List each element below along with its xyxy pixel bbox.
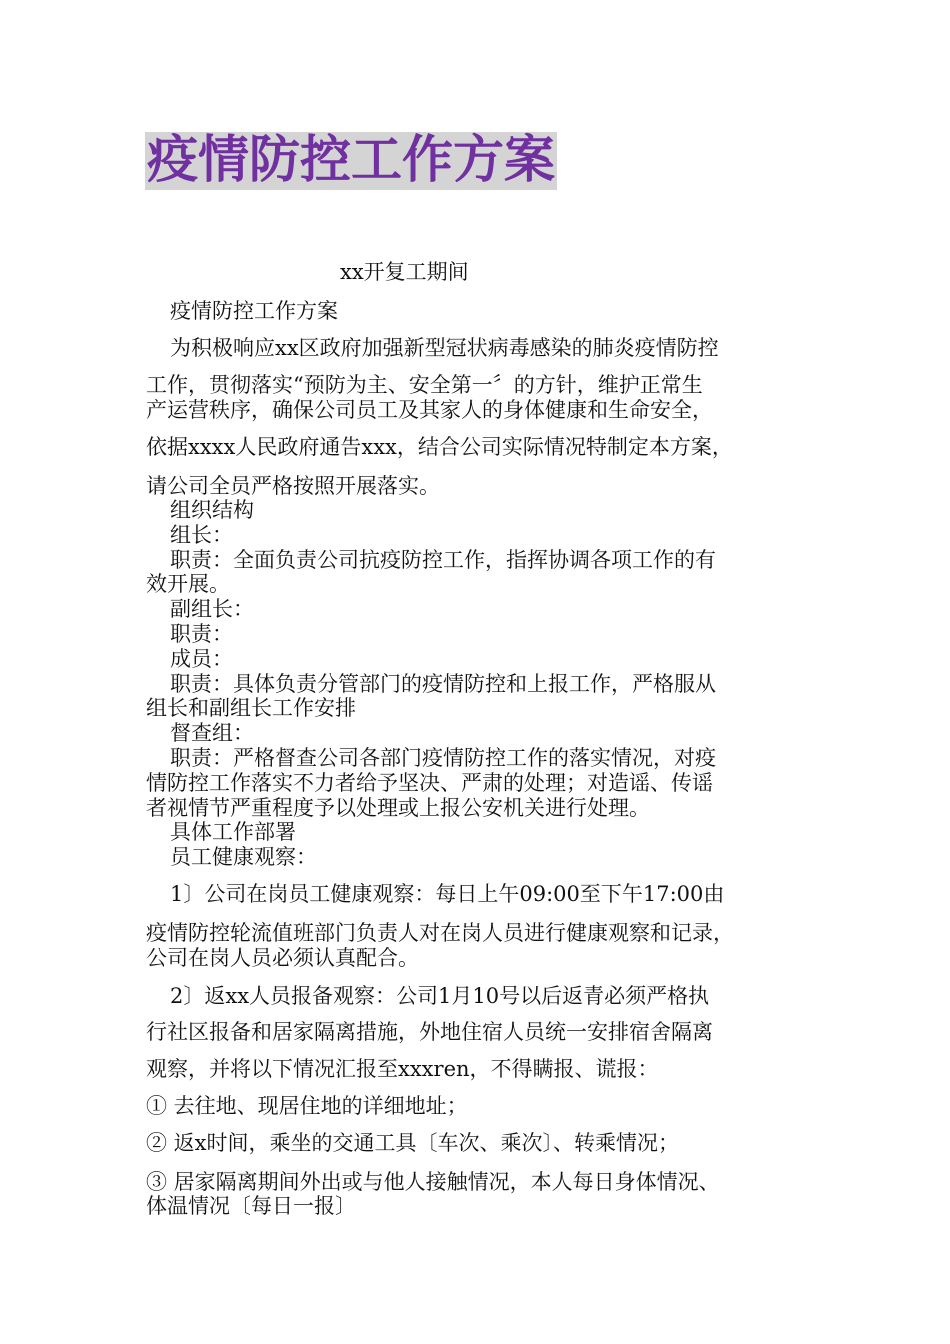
paragraph-line: 副组长： bbox=[170, 597, 254, 621]
paragraph-line: 1〕公司在岗员工健康观察：每日上午09:00至下午17:00由 bbox=[170, 882, 725, 906]
paragraph-line: 2〕返xx人员报备观察：公司1月10号以后返青必须严格执 bbox=[170, 984, 710, 1008]
paragraph-line: 产运营秩序，确保公司员工及其家人的身体健康和生命安全， bbox=[146, 398, 713, 422]
paragraph-line: 组长和副组长工作安排 bbox=[146, 696, 356, 720]
paragraph-line: 成员： bbox=[170, 647, 233, 671]
paragraph-line: 职责：全面负责公司抗疫防控工作，指挥协调各项工作的有 bbox=[170, 548, 716, 572]
paragraph-line: 请公司全员严格按照开展落实。 bbox=[146, 474, 440, 498]
paragraph-line: 职责：严格督查公司各部门疫情防控工作的落实情况，对疫 bbox=[170, 746, 716, 770]
paragraph-line: 员工健康观察： bbox=[170, 845, 317, 869]
paragraph-line: 职责：具体负责分管部门的疫情防控和上报工作，严格服从 bbox=[170, 672, 716, 696]
paragraph-line: 工作，贯彻落实“预防为主、安全第一〞的方针，维护正常生 bbox=[146, 373, 703, 397]
paragraph-line: 效开展。 bbox=[146, 572, 230, 596]
paragraph-line: 疫情防控轮流值班部门负责人对在岗人员进行健康观察和记录， bbox=[146, 921, 734, 945]
document-title: 疫情防控工作方案 bbox=[147, 131, 556, 190]
paragraph-line: 者视情节严重程度予以处理或上报公安机关进行处理。 bbox=[146, 796, 650, 820]
paragraph-line: 观察，并将以下情况汇报至xxxren，不得瞒报、谎报： bbox=[146, 1057, 659, 1081]
paragraph-line: 督查组： bbox=[170, 721, 254, 745]
paragraph-line: 情防控工作落实不力者给予坚决、严肃的处理；对造谣、传谣 bbox=[146, 771, 713, 795]
list-item: ② 返x时间，乘坐的交通工具〔车次、乘次〕、转乘情况； bbox=[146, 1131, 680, 1155]
paragraph-line: 依据xxxx人民政府通告xxx，结合公司实际情况特制定本方案， bbox=[146, 435, 733, 459]
paragraph-line: 为积极响应xx区政府加强新型冠状病毒感染的肺炎疫情防控 bbox=[170, 336, 719, 360]
paragraph-line: 组长： bbox=[170, 523, 233, 547]
list-item: ① 去往地、现居住地的详细地址； bbox=[146, 1094, 468, 1118]
paragraph-line: 公司在岗人员必须认真配合。 bbox=[146, 946, 419, 970]
section-heading: 具体工作部署 bbox=[170, 820, 296, 844]
subtitle-line-2: 疫情防控工作方案 bbox=[170, 299, 338, 323]
paragraph-line: 职责： bbox=[170, 622, 233, 646]
paragraph-line: 体温情况〔每日一报〕 bbox=[146, 1194, 356, 1218]
section-heading: 组织结构 bbox=[170, 498, 254, 522]
subtitle-line: xx开复工期间 bbox=[340, 260, 469, 284]
paragraph-line: 行社区报备和居家隔离措施，外地住宿人员统一安排宿舍隔离 bbox=[146, 1020, 713, 1044]
list-item: ③ 居家隔离期间外出或与他人接触情况，本人每日身体情况、 bbox=[146, 1170, 720, 1194]
title-block bbox=[145, 132, 557, 190]
